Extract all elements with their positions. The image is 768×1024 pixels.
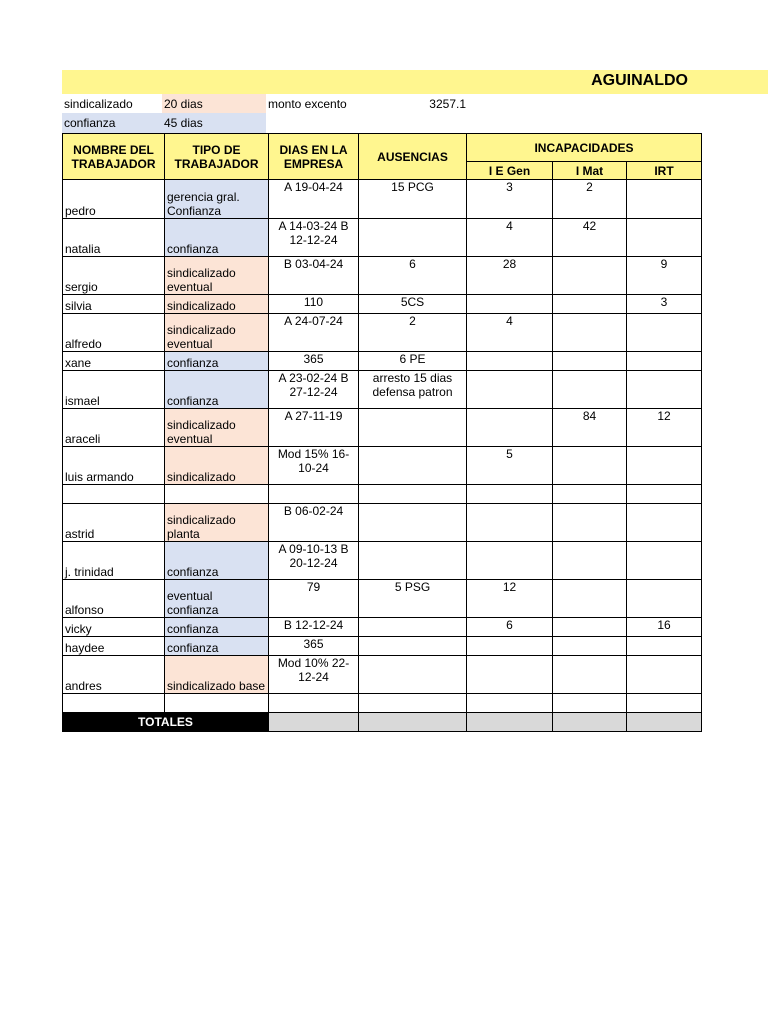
i-mat-cell: 42 bbox=[553, 219, 627, 257]
ie-gen-cell: 6 bbox=[467, 618, 553, 637]
worker-name-cell: pedro bbox=[63, 180, 165, 219]
i-mat-cell bbox=[553, 618, 627, 637]
days-in-company-cell: 110 bbox=[269, 295, 359, 314]
aguinaldo-table bbox=[62, 133, 702, 732]
worker-type-cell: confianza bbox=[165, 618, 269, 637]
irt-cell bbox=[627, 542, 702, 580]
ie-gen-cell bbox=[467, 485, 553, 504]
absences-cell bbox=[359, 219, 467, 257]
days-in-company-cell: 365 bbox=[269, 637, 359, 656]
days-in-company-cell: A 24-07-24 bbox=[269, 314, 359, 352]
worker-type-cell: sindicalizado eventual bbox=[165, 409, 269, 447]
days-in-company-cell: A 23-02-24 B 27-12-24 bbox=[269, 371, 359, 409]
irt-cell bbox=[627, 219, 702, 257]
worker-type-cell: sindicalizado eventual bbox=[165, 314, 269, 352]
irt-cell bbox=[627, 637, 702, 656]
i-mat-cell bbox=[553, 580, 627, 618]
worker-name-cell bbox=[63, 694, 165, 713]
worker-type-cell: eventual confianza bbox=[165, 580, 269, 618]
header-i-mat: I Mat bbox=[553, 162, 627, 180]
worker-type-cell: sindicalizado planta bbox=[165, 504, 269, 542]
ie-gen-cell: 4 bbox=[467, 314, 553, 352]
days-in-company-cell: A 27-11-19 bbox=[269, 409, 359, 447]
sindicalizado-days: 20 dias bbox=[162, 94, 266, 114]
days-in-company-cell: Mod 15% 16-10-24 bbox=[269, 447, 359, 485]
worker-type-cell: confianza bbox=[165, 352, 269, 371]
ie-gen-cell: 4 bbox=[467, 219, 553, 257]
ie-gen-cell bbox=[467, 656, 553, 694]
i-mat-cell: 84 bbox=[553, 409, 627, 447]
worker-type-cell bbox=[165, 485, 269, 504]
worker-type-cell: sindicalizado eventual bbox=[165, 257, 269, 295]
worker-name-cell: natalia bbox=[63, 219, 165, 257]
absences-cell: 5CS bbox=[359, 295, 467, 314]
table-row bbox=[63, 352, 702, 371]
table-row bbox=[63, 637, 702, 656]
irt-cell bbox=[627, 447, 702, 485]
table-row bbox=[63, 219, 702, 257]
totals-cell bbox=[627, 713, 702, 732]
days-in-company-cell: A 19-04-24 bbox=[269, 180, 359, 219]
header-name: NOMBRE DEL TRABAJADOR bbox=[63, 134, 165, 180]
exempt-label: monto excento bbox=[268, 97, 347, 111]
irt-cell: 12 bbox=[627, 409, 702, 447]
page-title: AGUINALDO bbox=[591, 72, 688, 89]
i-mat-cell: 2 bbox=[553, 180, 627, 219]
absences-cell bbox=[359, 504, 467, 542]
totals-cell bbox=[359, 713, 467, 732]
i-mat-cell bbox=[553, 447, 627, 485]
totals-row bbox=[63, 713, 702, 732]
ie-gen-cell bbox=[467, 352, 553, 371]
worker-type-cell: confianza bbox=[165, 219, 269, 257]
worker-type-cell: confianza bbox=[165, 542, 269, 580]
irt-cell bbox=[627, 314, 702, 352]
table-row bbox=[63, 257, 702, 295]
worker-name-cell: haydee bbox=[63, 637, 165, 656]
header-irt: IRT bbox=[627, 162, 702, 180]
days-in-company-cell: 79 bbox=[269, 580, 359, 618]
irt-cell: 16 bbox=[627, 618, 702, 637]
ie-gen-cell bbox=[467, 504, 553, 542]
worker-name-cell: j. trinidad bbox=[63, 542, 165, 580]
ie-gen-cell: 3 bbox=[467, 180, 553, 219]
table-row bbox=[63, 447, 702, 485]
absences-cell: 6 PE bbox=[359, 352, 467, 371]
irt-cell: 3 bbox=[627, 295, 702, 314]
worker-type-cell: sindicalizado base bbox=[165, 656, 269, 694]
worker-name-cell: silvia bbox=[63, 295, 165, 314]
i-mat-cell bbox=[553, 694, 627, 713]
days-in-company-cell: A 09-10-13 B 20-12-24 bbox=[269, 542, 359, 580]
confianza-label: confianza bbox=[62, 113, 162, 133]
irt-cell bbox=[627, 504, 702, 542]
i-mat-cell bbox=[553, 656, 627, 694]
absences-cell bbox=[359, 637, 467, 656]
absences-cell: 6 bbox=[359, 257, 467, 295]
i-mat-cell bbox=[553, 352, 627, 371]
irt-cell bbox=[627, 180, 702, 219]
worker-name-cell: araceli bbox=[63, 409, 165, 447]
irt-cell bbox=[627, 656, 702, 694]
ie-gen-cell bbox=[467, 295, 553, 314]
days-in-company-cell: 365 bbox=[269, 352, 359, 371]
table-row bbox=[63, 371, 702, 409]
worker-type-cell: sindicalizado bbox=[165, 295, 269, 314]
totals-cell bbox=[269, 713, 359, 732]
table-row bbox=[63, 485, 702, 504]
confianza-days: 45 dias bbox=[162, 113, 266, 133]
header-type: TIPO DE TRABAJADOR bbox=[165, 134, 269, 180]
days-in-company-cell: Mod 10% 22-12-24 bbox=[269, 656, 359, 694]
ie-gen-cell bbox=[467, 637, 553, 656]
irt-cell bbox=[627, 485, 702, 504]
worker-name-cell: andres bbox=[63, 656, 165, 694]
table-row bbox=[63, 409, 702, 447]
absences-cell bbox=[359, 409, 467, 447]
worker-type-cell: gerencia gral. Confianza bbox=[165, 180, 269, 219]
table-row bbox=[63, 504, 702, 542]
totals-cell bbox=[467, 713, 553, 732]
table-row bbox=[63, 694, 702, 713]
absences-cell bbox=[359, 542, 467, 580]
absences-cell bbox=[359, 447, 467, 485]
days-in-company-cell: B 03-04-24 bbox=[269, 257, 359, 295]
worker-name-cell: alfonso bbox=[63, 580, 165, 618]
totals-label: TOTALES bbox=[63, 713, 269, 732]
table-row bbox=[63, 314, 702, 352]
absences-cell bbox=[359, 485, 467, 504]
irt-cell bbox=[627, 694, 702, 713]
days-in-company-cell bbox=[269, 694, 359, 713]
table-row bbox=[63, 618, 702, 637]
ie-gen-cell: 28 bbox=[467, 257, 553, 295]
exempt-value: 3257.1 bbox=[429, 97, 466, 111]
table-row bbox=[63, 656, 702, 694]
ie-gen-cell bbox=[467, 542, 553, 580]
i-mat-cell bbox=[553, 542, 627, 580]
worker-name-cell: astrid bbox=[63, 504, 165, 542]
worker-name-cell: sergio bbox=[63, 257, 165, 295]
absences-cell: 15 PCG bbox=[359, 180, 467, 219]
days-in-company-cell bbox=[269, 485, 359, 504]
ie-gen-cell: 12 bbox=[467, 580, 553, 618]
worker-type-cell: confianza bbox=[165, 371, 269, 409]
absences-cell: arresto 15 dias defensa patron bbox=[359, 371, 467, 409]
worker-type-cell: sindicalizado bbox=[165, 447, 269, 485]
i-mat-cell bbox=[553, 485, 627, 504]
worker-name-cell: vicky bbox=[63, 618, 165, 637]
table-row bbox=[63, 580, 702, 618]
title-bar bbox=[62, 70, 768, 94]
table-row bbox=[63, 542, 702, 580]
absences-cell bbox=[359, 618, 467, 637]
irt-cell: 9 bbox=[627, 257, 702, 295]
worker-type-cell: confianza bbox=[165, 637, 269, 656]
worker-name-cell: ismael bbox=[63, 371, 165, 409]
worker-name-cell bbox=[63, 485, 165, 504]
ie-gen-cell bbox=[467, 371, 553, 409]
ie-gen-cell bbox=[467, 409, 553, 447]
ie-gen-cell bbox=[467, 694, 553, 713]
worker-name-cell: xane bbox=[63, 352, 165, 371]
header-absences: AUSENCIAS bbox=[359, 134, 467, 180]
worker-name-cell: luis armando bbox=[63, 447, 165, 485]
i-mat-cell bbox=[553, 504, 627, 542]
worker-type-cell bbox=[165, 694, 269, 713]
absences-cell bbox=[359, 694, 467, 713]
i-mat-cell bbox=[553, 371, 627, 409]
ie-gen-cell: 5 bbox=[467, 447, 553, 485]
days-in-company-cell: B 06-02-24 bbox=[269, 504, 359, 542]
i-mat-cell bbox=[553, 295, 627, 314]
i-mat-cell bbox=[553, 314, 627, 352]
table-row bbox=[63, 295, 702, 314]
days-in-company-cell: B 12-12-24 bbox=[269, 618, 359, 637]
absences-cell bbox=[359, 656, 467, 694]
worker-name-cell: alfredo bbox=[63, 314, 165, 352]
irt-cell bbox=[627, 352, 702, 371]
days-in-company-cell: A 14-03-24 B 12-12-24 bbox=[269, 219, 359, 257]
header-days: DIAS EN LA EMPRESA bbox=[269, 134, 359, 180]
table-row bbox=[63, 180, 702, 219]
irt-cell bbox=[627, 371, 702, 409]
header-ie-gen: I E Gen bbox=[467, 162, 553, 180]
totals-cell bbox=[553, 713, 627, 732]
header-incapacidades: INCAPACIDADES bbox=[467, 134, 702, 162]
sindicalizado-label: sindicalizado bbox=[64, 97, 133, 111]
irt-cell bbox=[627, 580, 702, 618]
absences-cell: 2 bbox=[359, 314, 467, 352]
i-mat-cell bbox=[553, 257, 627, 295]
i-mat-cell bbox=[553, 637, 627, 656]
absences-cell: 5 PSG bbox=[359, 580, 467, 618]
